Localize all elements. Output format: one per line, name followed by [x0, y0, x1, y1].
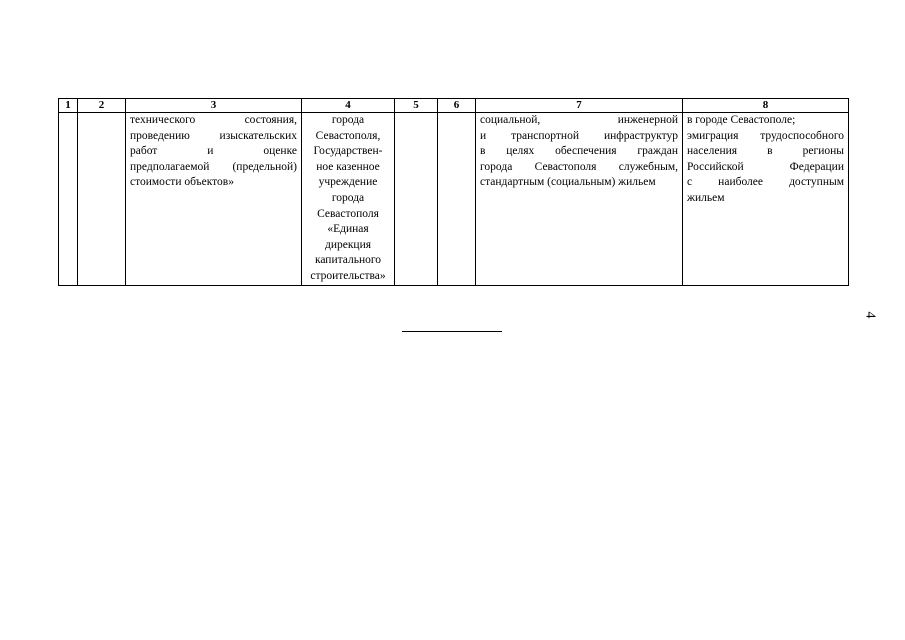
cell-col-4-line: Севастополя [317, 207, 379, 220]
cell-col-4-line: Севастополя, [315, 129, 381, 142]
cell-col-1 [59, 113, 78, 286]
column-number-7: 7 [476, 99, 683, 113]
column-number-4: 4 [302, 99, 395, 113]
column-number-1: 1 [59, 99, 78, 113]
end-of-document-separator [402, 331, 502, 332]
cell-col-4-line: дирекция [324, 238, 372, 251]
cell-col-8-line: в городе Севастополе; [687, 114, 796, 126]
column-number-2: 2 [78, 99, 126, 113]
cell-col-7-line: и транспортной инфраструктур [480, 129, 678, 142]
cell-col-8 [683, 113, 849, 286]
cell-col-6 [438, 113, 476, 286]
cell-col-8-line: эмиграция трудоспособного [687, 129, 844, 142]
table-header-row [59, 99, 849, 113]
column-number-5: 5 [395, 99, 438, 113]
cell-col-7-line: в целях обеспечения граждан [480, 145, 678, 158]
cell-col-3-line: стоимости объектов» [130, 176, 234, 189]
page-number: 4 [862, 311, 878, 319]
cell-col-7-line: города Севастополя служебным, [480, 160, 678, 173]
cell-col-4-line: города [331, 191, 365, 204]
cell-col-4-line: ное казенное [316, 160, 380, 173]
cell-col-4 [302, 113, 395, 286]
cell-col-4-line: учреждение [318, 176, 378, 189]
cell-col-8-line: населения в регионы [687, 145, 844, 158]
cell-col-8-line: жильем [687, 191, 725, 204]
cell-col-7-line: социальной, инженерной [480, 114, 678, 126]
cell-col-4-line: города [331, 114, 365, 126]
cell-col-4-line: Государствен- [313, 145, 383, 158]
cell-col-8-line: Российской Федерации [687, 160, 844, 173]
cell-col-4-line: капитального [314, 254, 382, 267]
cell-col-4-line: строительства» [310, 269, 386, 282]
column-number-6: 6 [438, 99, 476, 113]
cell-col-2 [78, 113, 126, 286]
cell-col-7-line: стандартным (социальным) жильем [480, 176, 656, 189]
cell-col-7 [476, 113, 683, 286]
continuation-table [58, 98, 849, 286]
cell-col-8-line: с наиболее доступным [687, 176, 844, 189]
cell-col-5 [395, 113, 438, 286]
column-number-8: 8 [683, 99, 849, 113]
cell-col-3 [126, 113, 302, 286]
cell-col-3-line: работ и оценке [130, 145, 297, 158]
cell-col-3-line: проведению изыскательских [130, 129, 297, 142]
cell-col-4-line: «Единая [327, 223, 369, 236]
cell-col-3-line: предполагаемой (предельной) [130, 160, 297, 173]
column-number-3: 3 [126, 99, 302, 113]
table-row [59, 113, 849, 286]
cell-col-3-line: технического состояния, [130, 114, 297, 126]
